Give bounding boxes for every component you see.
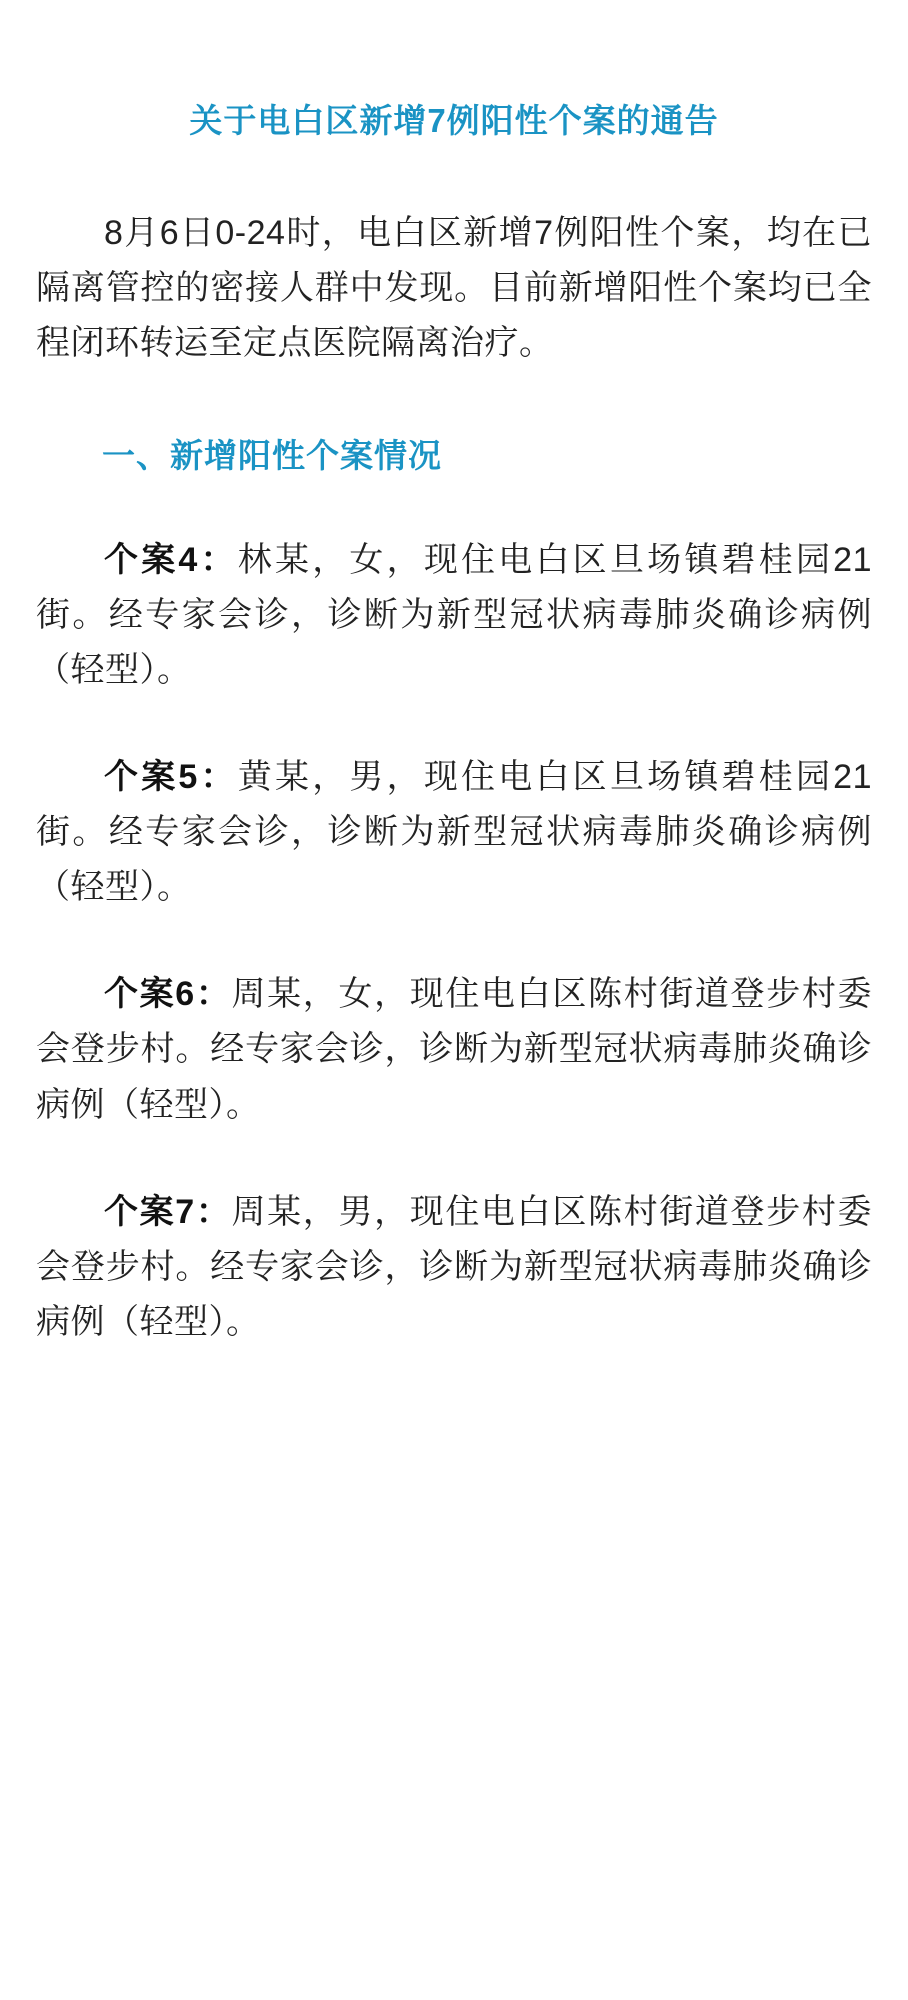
- case-label: 个案5：: [104, 758, 238, 797]
- intro-paragraph: 8月6日0-24时，电白区新增7例阳性个案，均在已隔离管控的密接人群中发现。目前新增阳性个案均已全程闭环转运至定点医院隔离治疗。: [36, 214, 872, 363]
- case-label: 个案7：: [104, 1192, 232, 1231]
- page-title: 关于电白区新增7例阳性个案的通告: [189, 102, 719, 139]
- case-paragraph: [28, 698, 880, 915]
- case-paragraph: [28, 1133, 880, 1350]
- case-paragraph: [28, 915, 880, 1132]
- case-text: 周某，男，现住电白区陈村街道登步村委会登步村。经专家会诊，诊断为新型冠状病毒肺炎确诊病例（轻型）。: [36, 1192, 872, 1341]
- case-paragraph: [28, 481, 880, 698]
- section-heading-new-cases: 一、新增阳性个案情况: [102, 437, 442, 475]
- case-label: 个案6：: [104, 975, 232, 1014]
- case-text: 周某，女，现住电白区陈村街道登步村委会登步村。经专家会诊，诊断为新型冠状病毒肺炎确诊病例（轻型）。: [36, 975, 872, 1124]
- case-label: 个案4：: [104, 540, 238, 579]
- case-text: 黄某，男，现住电白区旦场镇碧桂园21街。经专家会诊，诊断为新型冠状病毒肺炎确诊病例（轻型）。: [36, 758, 872, 907]
- case-text: 林某，女，现住电白区旦场镇碧桂园21街。经专家会诊，诊断为新型冠状病毒肺炎确诊病例（轻型）。: [36, 540, 872, 690]
- bottom-spacer: [28, 1350, 880, 1420]
